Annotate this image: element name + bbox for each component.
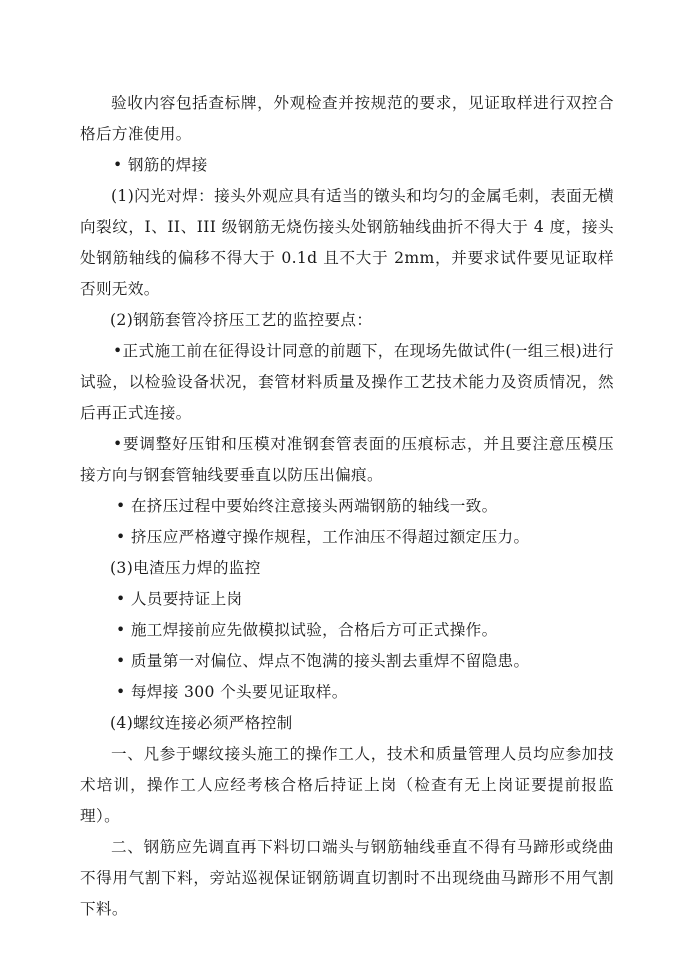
bullet-rebar-welding: • 钢筋的焊接	[113, 156, 208, 174]
bullet-adjust-press-dies: •要调整好压钳和压模对准钢套管表面的压痕标志，并且要注意压模压接方向与钢套管轴线要垂直以防压出偏痕。	[80, 435, 614, 484]
bullet-simulation-test: • 施工焊接前应先做模拟试验，合格后方可正式操作。	[116, 621, 498, 639]
bullet-trial-specimens: •正式施工前在征得设计同意的前题下，在现场先做试件(一组三根)进行试验，以检验设备状况，套管材料质量及操作工艺技术能力及资质情况，然后再正式连接。	[80, 342, 614, 422]
paragraph-straighten-and-cut: 二、钢筋应先调直再下料切口端头与钢筋轴线垂直不得有马蹄形或绕曲不得用气割下料，旁站巡视保证钢筋调直切割时不出现绕曲马蹄形不用气割下料。	[80, 838, 614, 918]
bullet-quality-first: • 质量第一对偏位、焊点不饱满的接头割去重焊不留隐患。	[116, 652, 530, 670]
document-page	[80, 88, 614, 925]
bullet-axis-alignment: • 在挤压过程中要始终注意接头两端钢筋的轴线一致。	[116, 497, 498, 515]
paragraph-acceptance-content: 验收内容包括查标牌，外观检查并按规范的要求，见证取样进行双控合格后方准使用。	[80, 94, 614, 143]
bullet-operating-rules: • 挤压应严格遵守操作规程，工作油压不得超过额定压力。	[116, 528, 530, 546]
heading-sleeve-cold-extrusion: (2)钢筋套管冷挤压工艺的监控要点：	[110, 311, 373, 329]
paragraph-training-requirement: 一、凡参于螺纹接头施工的操作工人，技术和质量管理人员均应参加技术培训，操作工人应经考核合格后持证上岗（检查有无上岗证要提前报监理）。	[80, 745, 614, 825]
bullet-certified-personnel: • 人员要持证上岗	[116, 590, 243, 608]
heading-threaded-connection: (4)螺纹连接必须严格控制	[110, 714, 293, 732]
heading-electroslag-welding: (3)电渣压力焊的监控	[110, 559, 261, 577]
paragraph-flash-butt-welding: (1)闪光对焊：接头外观应具有适当的镦头和均匀的金属毛刺，表面无横向裂纹，I、II、III 级钢筋无烧伤接头处钢筋轴线曲折不得大于 4 度，接头处钢筋轴线的偏移不得大于 0.1d 且不大于 2mm，并要求试件要见证取样否则无效。	[80, 187, 614, 298]
bullet-sampling-300: • 每焊接 300 个头要见证取样。	[116, 683, 348, 701]
